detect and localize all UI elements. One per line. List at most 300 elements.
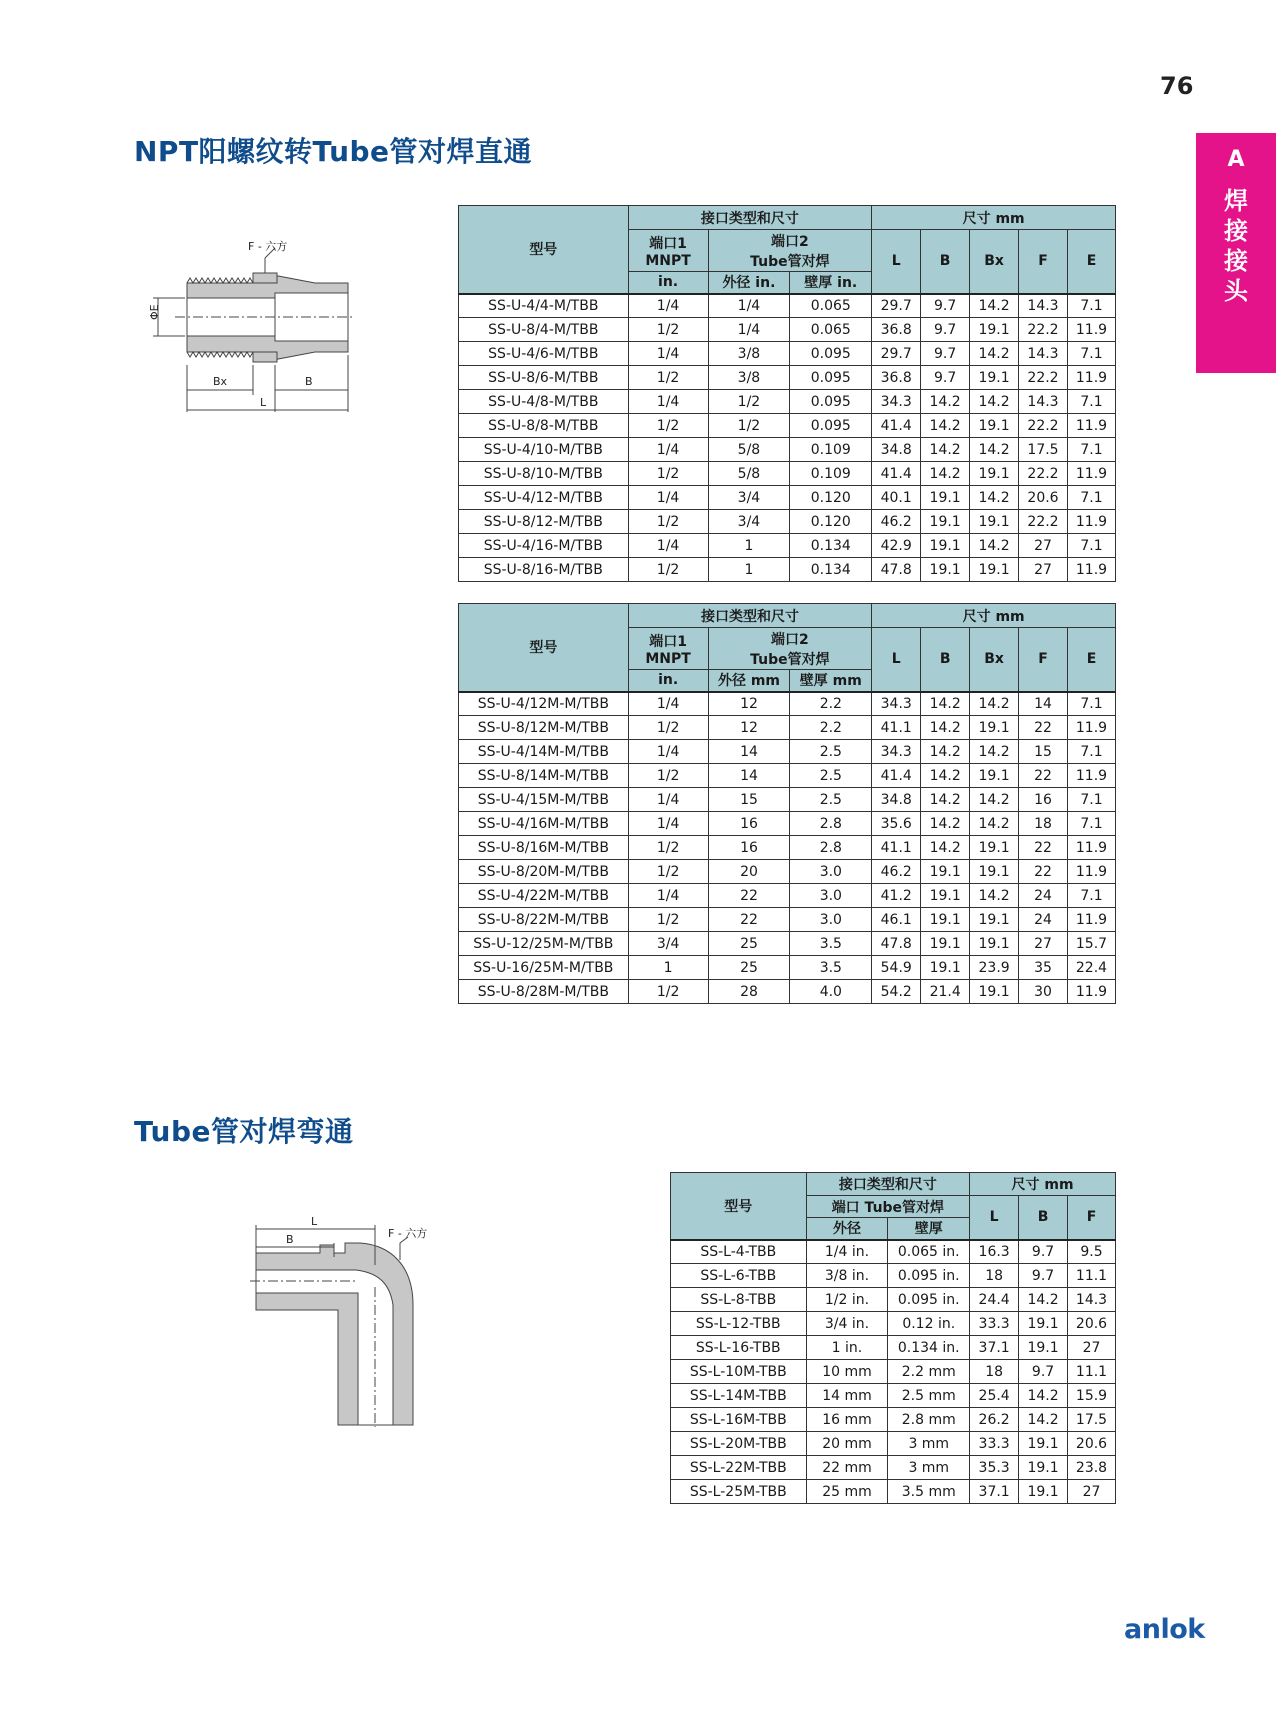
brand-logo: anlok xyxy=(1124,1614,1205,1645)
value-cell: 16 xyxy=(1019,788,1068,812)
value-cell: 5/8 xyxy=(708,438,790,462)
section-title-straight: NPT阳螺纹转Tube管对焊直通 xyxy=(134,135,533,168)
diagram2-l-label: L xyxy=(311,1215,318,1228)
value-cell: 1/4 xyxy=(628,884,708,908)
value-cell: 3.0 xyxy=(790,908,872,932)
table3-body xyxy=(671,1240,1116,1504)
value-cell: 2.5 xyxy=(790,764,872,788)
value-cell: 3/4 in. xyxy=(806,1312,888,1336)
value-cell: 24 xyxy=(1019,908,1068,932)
value-cell: 12 xyxy=(708,716,790,740)
straight-fitting-diagram xyxy=(145,240,355,415)
value-cell: 23.9 xyxy=(970,956,1019,980)
value-cell: 19.1 xyxy=(970,414,1019,438)
value-cell: 0.134 in. xyxy=(888,1336,970,1360)
value-cell: 47.8 xyxy=(872,932,921,956)
value-cell: 20 xyxy=(708,860,790,884)
value-cell: 18 xyxy=(970,1264,1019,1288)
value-cell: 9.7 xyxy=(1019,1264,1068,1288)
table-row xyxy=(671,1432,1116,1456)
model-cell: SS-L-12-TBB xyxy=(671,1312,807,1336)
table-row xyxy=(459,486,1116,510)
value-cell: 19.1 xyxy=(1019,1336,1068,1360)
model-cell: SS-U-16/25M-M/TBB xyxy=(459,956,629,980)
table-row xyxy=(459,294,1116,318)
value-cell: 1/2 xyxy=(628,716,708,740)
value-cell: 24 xyxy=(1019,884,1068,908)
value-cell: 27 xyxy=(1068,1480,1116,1504)
value-cell: 1/4 xyxy=(628,812,708,836)
value-cell: 19.1 xyxy=(921,932,970,956)
header-port1-unit: in. xyxy=(628,670,708,692)
value-cell: 34.3 xyxy=(872,740,921,764)
value-cell: 0.095 xyxy=(790,342,872,366)
table-row xyxy=(671,1288,1116,1312)
header-model: 型号 xyxy=(459,604,629,692)
value-cell: 19.1 xyxy=(970,932,1019,956)
value-cell: 35 xyxy=(1019,956,1068,980)
value-cell: 0.065 xyxy=(790,318,872,342)
model-cell: SS-U-8/14M-M/TBB xyxy=(459,764,629,788)
value-cell: 9.7 xyxy=(921,318,970,342)
header-port2 xyxy=(708,628,872,670)
model-cell: SS-U-4/15M-M/TBB xyxy=(459,788,629,812)
value-cell: 0.095 in. xyxy=(888,1288,970,1312)
header-L: L xyxy=(872,230,921,294)
value-cell: 15 xyxy=(1019,740,1068,764)
value-cell: 11.9 xyxy=(1067,366,1115,390)
value-cell: 14.2 xyxy=(921,716,970,740)
table-row xyxy=(671,1264,1116,1288)
value-cell: 14.3 xyxy=(1068,1288,1116,1312)
value-cell: 14.2 xyxy=(970,534,1019,558)
value-cell: 25.4 xyxy=(970,1384,1019,1408)
model-cell: SS-L-20M-TBB xyxy=(671,1432,807,1456)
value-cell: 19.1 xyxy=(1019,1432,1068,1456)
table-row xyxy=(459,836,1116,860)
table-row xyxy=(459,716,1116,740)
value-cell: 3 mm xyxy=(888,1432,970,1456)
value-cell: 22 xyxy=(1019,836,1068,860)
value-cell: 7.1 xyxy=(1067,812,1115,836)
value-cell: 19.1 xyxy=(970,462,1019,486)
value-cell: 14.3 xyxy=(1019,390,1068,414)
table-row xyxy=(459,510,1116,534)
model-cell: SS-L-25M-TBB xyxy=(671,1480,807,1504)
table-row xyxy=(459,534,1116,558)
header-Bx: Bx xyxy=(970,628,1019,692)
model-cell: SS-U-4/6-M/TBB xyxy=(459,342,629,366)
value-cell: 47.8 xyxy=(872,558,921,582)
value-cell: 0.120 xyxy=(790,486,872,510)
value-cell: 1/4 xyxy=(628,534,708,558)
value-cell: 19.1 xyxy=(921,510,970,534)
value-cell: 9.5 xyxy=(1068,1240,1116,1264)
value-cell: 19.1 xyxy=(970,366,1019,390)
value-cell: 7.1 xyxy=(1067,294,1115,318)
value-cell: 7.1 xyxy=(1067,486,1115,510)
elbow-fitting-table xyxy=(670,1172,1116,1504)
value-cell: 19.1 xyxy=(921,860,970,884)
value-cell: 14.2 xyxy=(921,836,970,860)
table-row xyxy=(459,558,1116,582)
header-port1-unit: in. xyxy=(628,272,708,294)
value-cell: 19.1 xyxy=(921,956,970,980)
model-cell: SS-U-4/22M-M/TBB xyxy=(459,884,629,908)
value-cell: 1/2 xyxy=(628,764,708,788)
table1-body xyxy=(459,294,1116,582)
header-port1 xyxy=(628,628,708,670)
value-cell: 14 xyxy=(1019,692,1068,716)
value-cell: 1/4 xyxy=(628,486,708,510)
value-cell: 0.095 in. xyxy=(888,1264,970,1288)
value-cell: 3/4 xyxy=(708,510,790,534)
model-cell: SS-U-4/12M-M/TBB xyxy=(459,692,629,716)
value-cell: 26.2 xyxy=(970,1408,1019,1432)
straight-fitting-metric-table xyxy=(458,603,1116,1004)
value-cell: 1/4 xyxy=(628,740,708,764)
header-F: F xyxy=(1068,1196,1116,1240)
value-cell: 34.8 xyxy=(872,438,921,462)
value-cell: 14.2 xyxy=(970,692,1019,716)
value-cell: 1/4 xyxy=(628,294,708,318)
value-cell: 3/8 xyxy=(708,366,790,390)
value-cell: 1/4 xyxy=(628,788,708,812)
value-cell: 22.4 xyxy=(1067,956,1115,980)
header-F: F xyxy=(1019,628,1068,692)
value-cell: 15.9 xyxy=(1068,1384,1116,1408)
table-row xyxy=(459,366,1116,390)
model-cell: SS-L-4-TBB xyxy=(671,1240,807,1264)
value-cell: 14.2 xyxy=(921,390,970,414)
model-cell: SS-U-8/4-M/TBB xyxy=(459,318,629,342)
value-cell: 2.8 xyxy=(790,836,872,860)
diagram1-l-label: L xyxy=(260,396,267,409)
value-cell: 14.2 xyxy=(970,438,1019,462)
value-cell: 17.5 xyxy=(1068,1408,1116,1432)
table-row xyxy=(459,860,1116,884)
value-cell: 19.1 xyxy=(921,908,970,932)
value-cell: 34.8 xyxy=(872,788,921,812)
table-row xyxy=(459,414,1116,438)
table-row xyxy=(459,740,1116,764)
value-cell: 1/4 xyxy=(708,294,790,318)
table-row xyxy=(671,1360,1116,1384)
value-cell: 14.2 xyxy=(970,294,1019,318)
value-cell: 16 xyxy=(708,812,790,836)
header-dim-group: 尺寸 mm xyxy=(872,206,1116,230)
value-cell: 14.2 xyxy=(1019,1288,1068,1312)
value-cell: 37.1 xyxy=(970,1336,1019,1360)
value-cell: 0.095 xyxy=(790,366,872,390)
value-cell: 35.6 xyxy=(872,812,921,836)
value-cell: 41.4 xyxy=(872,462,921,486)
value-cell: 22.2 xyxy=(1019,462,1068,486)
value-cell: 2.8 mm xyxy=(888,1408,970,1432)
value-cell: 0.120 xyxy=(790,510,872,534)
value-cell: 11.9 xyxy=(1067,836,1115,860)
header-port1-line1: 端口1 xyxy=(649,633,687,650)
header-port-group: 接口类型和尺寸 xyxy=(806,1173,970,1196)
value-cell: 22.2 xyxy=(1019,510,1068,534)
value-cell: 1/2 xyxy=(628,980,708,1004)
side-tab-letter: A xyxy=(1227,147,1245,172)
value-cell: 9.7 xyxy=(1019,1240,1068,1264)
value-cell: 20.6 xyxy=(1068,1312,1116,1336)
value-cell: 2.5 mm xyxy=(888,1384,970,1408)
value-cell: 1/2 xyxy=(708,390,790,414)
value-cell: 23.8 xyxy=(1068,1456,1116,1480)
value-cell: 3.5 xyxy=(790,956,872,980)
value-cell: 33.3 xyxy=(970,1312,1019,1336)
value-cell: 19.1 xyxy=(921,558,970,582)
model-cell: SS-L-16-TBB xyxy=(671,1336,807,1360)
model-cell: SS-U-4/4-M/TBB xyxy=(459,294,629,318)
table-row xyxy=(459,318,1116,342)
value-cell: 22 xyxy=(1019,716,1068,740)
header-B: B xyxy=(921,628,970,692)
header-B: B xyxy=(1019,1196,1068,1240)
value-cell: 19.1 xyxy=(970,318,1019,342)
table-row xyxy=(671,1408,1116,1432)
value-cell: 11.1 xyxy=(1068,1360,1116,1384)
model-cell: SS-U-8/28M-M/TBB xyxy=(459,980,629,1004)
value-cell: 16 mm xyxy=(806,1408,888,1432)
value-cell: 16.3 xyxy=(970,1240,1019,1264)
value-cell: 14.3 xyxy=(1019,342,1068,366)
value-cell: 1/2 xyxy=(708,414,790,438)
value-cell: 3.0 xyxy=(790,884,872,908)
value-cell: 1/2 xyxy=(628,366,708,390)
value-cell: 11.9 xyxy=(1067,980,1115,1004)
model-cell: SS-L-14M-TBB xyxy=(671,1384,807,1408)
value-cell: 0.109 xyxy=(790,462,872,486)
header-od: 外径 xyxy=(806,1218,888,1240)
value-cell: 1/2 xyxy=(628,908,708,932)
header-port2-line2: Tube管对焊 xyxy=(750,651,830,668)
value-cell: 54.2 xyxy=(872,980,921,1004)
value-cell: 3 mm xyxy=(888,1456,970,1480)
value-cell: 0.134 xyxy=(790,534,872,558)
value-cell: 0.109 xyxy=(790,438,872,462)
value-cell: 1 xyxy=(708,558,790,582)
value-cell: 1 xyxy=(628,956,708,980)
value-cell: 54.9 xyxy=(872,956,921,980)
value-cell: 15 xyxy=(708,788,790,812)
value-cell: 19.1 xyxy=(970,836,1019,860)
diagram2-hex-label: F - 六方 xyxy=(388,1227,428,1240)
header-wall: 壁厚 xyxy=(888,1218,970,1240)
table-row xyxy=(459,812,1116,836)
value-cell: 41.1 xyxy=(872,716,921,740)
header-port1-line1: 端口1 xyxy=(649,235,687,252)
value-cell: 36.8 xyxy=(872,366,921,390)
value-cell: 1 xyxy=(708,534,790,558)
value-cell: 7.1 xyxy=(1067,788,1115,812)
table-row xyxy=(671,1456,1116,1480)
value-cell: 41.1 xyxy=(872,836,921,860)
value-cell: 9.7 xyxy=(921,342,970,366)
value-cell: 7.1 xyxy=(1067,692,1115,716)
header-port2-line2: Tube管对焊 xyxy=(750,253,830,270)
value-cell: 0.095 xyxy=(790,414,872,438)
header-Bx: Bx xyxy=(970,230,1019,294)
value-cell: 19.1 xyxy=(921,486,970,510)
value-cell: 1/2 xyxy=(628,414,708,438)
model-cell: SS-L-22M-TBB xyxy=(671,1456,807,1480)
value-cell: 14.3 xyxy=(1019,294,1068,318)
value-cell: 33.3 xyxy=(970,1432,1019,1456)
value-cell: 11.9 xyxy=(1067,716,1115,740)
value-cell: 12 xyxy=(708,692,790,716)
header-dim-group: 尺寸 mm xyxy=(970,1173,1116,1196)
value-cell: 22 xyxy=(1019,860,1068,884)
table-row xyxy=(459,884,1116,908)
value-cell: 0.065 in. xyxy=(888,1240,970,1264)
value-cell: 14 xyxy=(708,764,790,788)
model-cell: SS-L-8-TBB xyxy=(671,1288,807,1312)
table-row xyxy=(459,390,1116,414)
value-cell: 15.7 xyxy=(1067,932,1115,956)
value-cell: 10 mm xyxy=(806,1360,888,1384)
value-cell: 37.1 xyxy=(970,1480,1019,1504)
value-cell: 3/4 xyxy=(628,932,708,956)
header-port2-line1: 端口2 xyxy=(771,631,809,648)
value-cell: 27 xyxy=(1019,558,1068,582)
diagram2-b-label: B xyxy=(286,1233,294,1246)
value-cell: 11.9 xyxy=(1067,908,1115,932)
value-cell: 21.4 xyxy=(921,980,970,1004)
table-row xyxy=(671,1384,1116,1408)
header-L: L xyxy=(872,628,921,692)
value-cell: 1/4 xyxy=(628,390,708,414)
model-cell: SS-U-8/16M-M/TBB xyxy=(459,836,629,860)
table2-body xyxy=(459,692,1116,1004)
value-cell: 46.2 xyxy=(872,860,921,884)
header-port1-line2: MNPT xyxy=(645,252,691,269)
value-cell: 14 mm xyxy=(806,1384,888,1408)
value-cell: 22 xyxy=(708,908,790,932)
value-cell: 2.5 xyxy=(790,788,872,812)
value-cell: 25 mm xyxy=(806,1480,888,1504)
value-cell: 3.5 xyxy=(790,932,872,956)
header-E: E xyxy=(1067,230,1115,294)
elbow-fitting-diagram xyxy=(250,1215,440,1430)
value-cell: 9.7 xyxy=(921,366,970,390)
header-L: L xyxy=(970,1196,1019,1240)
value-cell: 1/4 xyxy=(708,318,790,342)
value-cell: 0.065 xyxy=(790,294,872,318)
value-cell: 20 mm xyxy=(806,1432,888,1456)
value-cell: 1 in. xyxy=(806,1336,888,1360)
value-cell: 5/8 xyxy=(708,462,790,486)
value-cell: 1/2 xyxy=(628,510,708,534)
header-wall: 壁厚 in. xyxy=(790,272,872,294)
value-cell: 3/4 xyxy=(708,486,790,510)
value-cell: 7.1 xyxy=(1067,438,1115,462)
value-cell: 19.1 xyxy=(970,908,1019,932)
value-cell: 28 xyxy=(708,980,790,1004)
value-cell: 4.0 xyxy=(790,980,872,1004)
value-cell: 41.4 xyxy=(872,414,921,438)
value-cell: 29.7 xyxy=(872,294,921,318)
table-row xyxy=(459,956,1116,980)
value-cell: 14.2 xyxy=(1019,1384,1068,1408)
value-cell: 7.1 xyxy=(1067,534,1115,558)
value-cell: 19.1 xyxy=(921,534,970,558)
value-cell: 11.9 xyxy=(1067,318,1115,342)
value-cell: 19.1 xyxy=(970,558,1019,582)
value-cell: 14.2 xyxy=(970,788,1019,812)
model-cell: SS-U-4/10-M/TBB xyxy=(459,438,629,462)
value-cell: 27 xyxy=(1019,932,1068,956)
value-cell: 7.1 xyxy=(1067,740,1115,764)
table-row xyxy=(459,932,1116,956)
value-cell: 34.3 xyxy=(872,390,921,414)
value-cell: 14.2 xyxy=(921,740,970,764)
straight-fitting-inch-table xyxy=(458,205,1116,582)
value-cell: 16 xyxy=(708,836,790,860)
model-cell: SS-U-4/16-M/TBB xyxy=(459,534,629,558)
value-cell: 1/4 in. xyxy=(806,1240,888,1264)
value-cell: 35.3 xyxy=(970,1456,1019,1480)
value-cell: 14.2 xyxy=(970,884,1019,908)
value-cell: 14.2 xyxy=(970,812,1019,836)
table-row xyxy=(459,908,1116,932)
value-cell: 0.134 xyxy=(790,558,872,582)
table-row xyxy=(459,692,1116,716)
value-cell: 19.1 xyxy=(921,884,970,908)
header-B: B xyxy=(921,230,970,294)
model-cell: SS-U-4/14M-M/TBB xyxy=(459,740,629,764)
value-cell: 14.2 xyxy=(970,390,1019,414)
header-port: 端口 Tube管对焊 xyxy=(806,1196,970,1218)
table-row xyxy=(459,764,1116,788)
value-cell: 40.1 xyxy=(872,486,921,510)
value-cell: 11.9 xyxy=(1067,462,1115,486)
model-cell: SS-U-8/8-M/TBB xyxy=(459,414,629,438)
table-row xyxy=(671,1240,1116,1264)
side-tab-label: 焊接接头 xyxy=(1224,187,1248,305)
header-wall: 壁厚 mm xyxy=(790,670,872,692)
header-E: E xyxy=(1067,628,1115,692)
value-cell: 24.4 xyxy=(970,1288,1019,1312)
value-cell: 19.1 xyxy=(970,860,1019,884)
value-cell: 14 xyxy=(708,740,790,764)
value-cell: 1/4 xyxy=(628,438,708,462)
value-cell: 19.1 xyxy=(1019,1480,1068,1504)
model-cell: SS-L-10M-TBB xyxy=(671,1360,807,1384)
value-cell: 1/2 in. xyxy=(806,1288,888,1312)
model-cell: SS-L-16M-TBB xyxy=(671,1408,807,1432)
model-cell: SS-U-8/6-M/TBB xyxy=(459,366,629,390)
value-cell: 27 xyxy=(1019,534,1068,558)
table-row xyxy=(671,1312,1116,1336)
value-cell: 14.2 xyxy=(970,342,1019,366)
value-cell: 41.4 xyxy=(872,764,921,788)
value-cell: 7.1 xyxy=(1067,390,1115,414)
model-cell: SS-U-8/12-M/TBB xyxy=(459,510,629,534)
model-cell: SS-U-8/12M-M/TBB xyxy=(459,716,629,740)
diagram1-bx-label: Bx xyxy=(213,375,228,388)
section-side-tab xyxy=(1196,133,1276,373)
value-cell: 25 xyxy=(708,932,790,956)
value-cell: 18 xyxy=(970,1360,1019,1384)
value-cell: 3/8 xyxy=(708,342,790,366)
value-cell: 20.6 xyxy=(1068,1432,1116,1456)
value-cell: 14.2 xyxy=(921,812,970,836)
value-cell: 27 xyxy=(1068,1336,1116,1360)
